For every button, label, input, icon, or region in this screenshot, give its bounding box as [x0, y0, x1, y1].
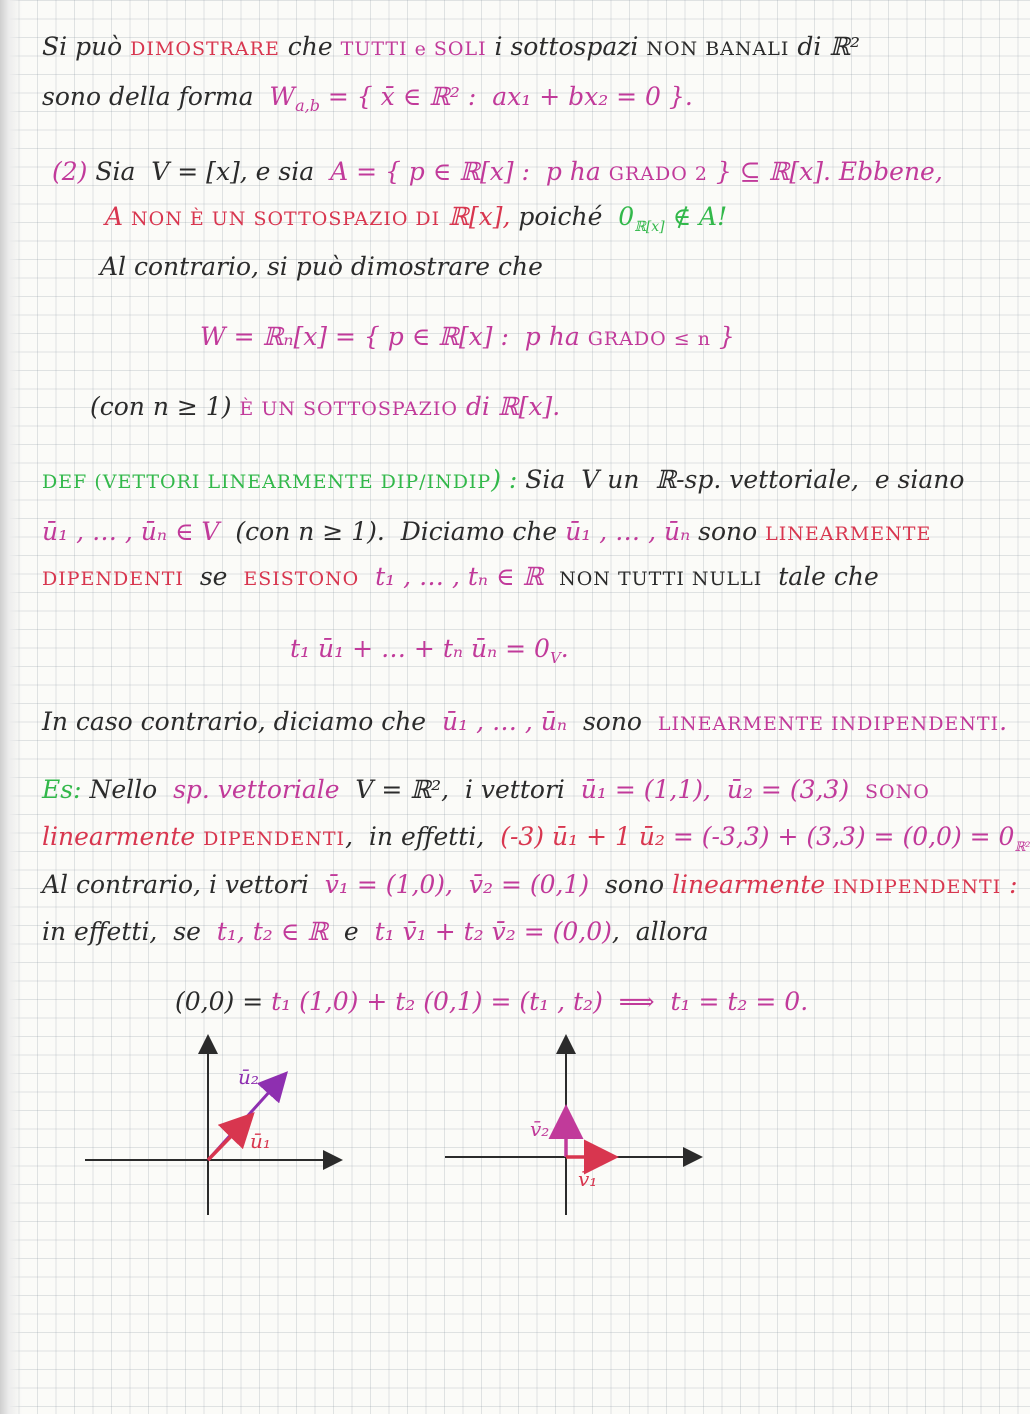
- keyword-lin-indip: LINEARMENTE INDIPENDENTI: [657, 713, 1000, 735]
- zero-subscript: ℝ[x]: [634, 219, 665, 235]
- text: in effetti, se: [42, 917, 217, 946]
- line-2: [42, 80, 693, 123]
- line-11: [290, 632, 569, 675]
- vectors-u: ū₁ , … , ūₙ ∈ V: [42, 517, 220, 546]
- text: In caso contrario, diciamo che: [42, 707, 442, 736]
- text: di ℝ[x].: [457, 392, 561, 421]
- not-in-a: ∉ A!: [664, 202, 728, 231]
- line-13: [42, 773, 930, 809]
- keyword-sottospazio: È UN SOTTOSPAZIO: [239, 398, 458, 420]
- text: Sia V un ℝ-sp. vettoriale, e siano: [517, 465, 965, 494]
- vector-u1-label: ū₁: [250, 1129, 271, 1153]
- vectors-v-values: v̄₁ = (1,0), v̄₂ = (0,1): [324, 870, 590, 899]
- text: , allora: [611, 917, 709, 946]
- keyword-grado: GRADO ≤ n: [587, 328, 711, 350]
- keyword-sono: SONO: [865, 781, 930, 803]
- line-17: [175, 985, 808, 1019]
- keyword-dipendenti: DIPENDENTI: [42, 568, 184, 590]
- keyword-dimostrare: DIMOSTRARE: [130, 38, 280, 60]
- zero-subscript: ℝ²: [1014, 840, 1030, 855]
- keyword-non-sottospazio: NON È UN SOTTOSPAZIO DI: [131, 208, 441, 230]
- text: , in effetti,: [345, 822, 501, 851]
- keyword-indipendenti: INDIPENDENTI: [833, 876, 1002, 898]
- line-12: [42, 705, 1007, 741]
- line-9: [42, 515, 931, 551]
- conclusion: ⟹ t₁ = t₂ = 0.: [602, 987, 809, 1016]
- line-10: [42, 560, 879, 596]
- example-label: Es:: [42, 775, 82, 804]
- combination-result: = (-3,3) + (3,3) = (0,0) = 0: [664, 822, 1015, 851]
- text: sono: [690, 517, 766, 546]
- zero-subscript: V: [549, 649, 561, 667]
- text: (0,0) =: [175, 987, 272, 1016]
- text: (con n ≥ 1): [90, 392, 240, 421]
- vector-u2-label: ū₂: [238, 1065, 259, 1089]
- line-5: [100, 250, 543, 284]
- text: Sia V = [x], e sia: [87, 157, 331, 186]
- example-number: (2): [52, 157, 88, 186]
- text: linearmente: [42, 822, 204, 851]
- text: V = ℝ², i vettori: [339, 775, 581, 804]
- keyword-non-tutti-nulli: NON TUTTI NULLI: [559, 568, 763, 590]
- keyword-grado: GRADO 2: [608, 163, 708, 185]
- line-3: [52, 155, 943, 191]
- keyword-esistono: ESISTONO: [243, 568, 360, 590]
- formula-a-end: } ⊆ ℝ[x]. Ebbene,: [707, 157, 943, 186]
- formula-a: A = { p ∈ ℝ[x] : p ha: [330, 157, 609, 186]
- text: sono: [589, 870, 673, 899]
- line-14: [42, 820, 1030, 865]
- text: Si può: [42, 32, 131, 61]
- line-6: [200, 320, 735, 356]
- formula-end: }: [710, 322, 735, 351]
- line-4: [105, 200, 727, 244]
- def-title: VETTORI LINEARMENTE DIP/INDIP: [102, 471, 492, 493]
- text: Nello: [81, 775, 174, 804]
- vector-v1-label: v̄₁: [578, 1167, 598, 1191]
- text: (con n ≥ 1). Diciamo che: [219, 517, 566, 546]
- text: [849, 775, 865, 804]
- line-16: [42, 915, 709, 949]
- text: sp. vettoriale: [173, 775, 340, 804]
- vectors-u: ū₁ , … , ūₙ: [442, 707, 568, 736]
- formula-subscript: a,b: [295, 96, 320, 115]
- formula-set: = { x̄ ∈ ℝ² : ax₁ + bx₂ = 0 }.: [319, 82, 693, 111]
- combination-zero: t₁ v̄₁ + t₂ v̄₂ = (0,0): [374, 917, 612, 946]
- text: A: [105, 202, 132, 231]
- linear-combination: t₁ ū₁ + … + tₙ ūₙ = 0: [290, 634, 550, 663]
- graph-independent-vectors: [440, 1030, 720, 1220]
- text: e: [328, 917, 375, 946]
- vector-u1-arrow: [208, 1122, 245, 1160]
- scalars: t₁, t₂ ∈ ℝ: [216, 917, 329, 946]
- def-label: DEF (: [42, 471, 103, 493]
- text: che: [279, 32, 341, 61]
- notebook-binding: [0, 0, 22, 1414]
- period: .: [999, 707, 1008, 736]
- keyword-tutti-e-soli: TUTTI e SOLI: [340, 38, 487, 60]
- line-7: [90, 390, 560, 426]
- text: Al contrario, i vettori: [42, 870, 325, 899]
- line-15: [42, 868, 1018, 904]
- text: ℝ[x],: [440, 202, 519, 231]
- vectors-u: ū₁ , … , ūₙ: [565, 517, 691, 546]
- text: di ℝ²: [789, 32, 861, 61]
- text: sono: [567, 707, 658, 736]
- vectors-u-values: ū₁ = (1,1), ū₂ = (3,3): [580, 775, 850, 804]
- formula-w-rn: W = ℝₙ[x] = { p ∈ ℝ[x] : p ha: [200, 322, 588, 351]
- text: sono della forma: [42, 82, 270, 111]
- text: i sottospazi: [486, 32, 647, 61]
- formula-w: W: [269, 82, 296, 111]
- text: linearmente: [672, 870, 834, 899]
- text: Al contrario, si può dimostrare che: [100, 252, 543, 281]
- text: :: [1001, 870, 1018, 899]
- zero-vector: 0: [602, 202, 635, 231]
- text: se: [183, 562, 244, 591]
- text: tale che: [762, 562, 879, 591]
- keyword-linearmente: LINEARMENTE: [765, 523, 932, 545]
- def-close: ) :: [491, 465, 518, 494]
- line-8: [42, 463, 964, 499]
- keyword-non-banali: NON BANALI: [646, 38, 790, 60]
- period: .: [560, 634, 569, 663]
- combination-expansion: t₁ (1,0) + t₂ (0,1) = (t₁ , t₂): [271, 987, 603, 1016]
- keyword-dipendenti: DIPENDENTI: [203, 828, 346, 850]
- combination-coeffs: (-3) ū₁ + 1 ū₂: [500, 822, 665, 851]
- scalars-t: t₁ , … , tₙ ∈ ℝ: [359, 562, 560, 591]
- text: poiché: [518, 202, 603, 231]
- vector-v2-label: v̄₂: [530, 1117, 550, 1141]
- line-1: [42, 30, 860, 66]
- graph-dependent-vectors: [80, 1030, 360, 1220]
